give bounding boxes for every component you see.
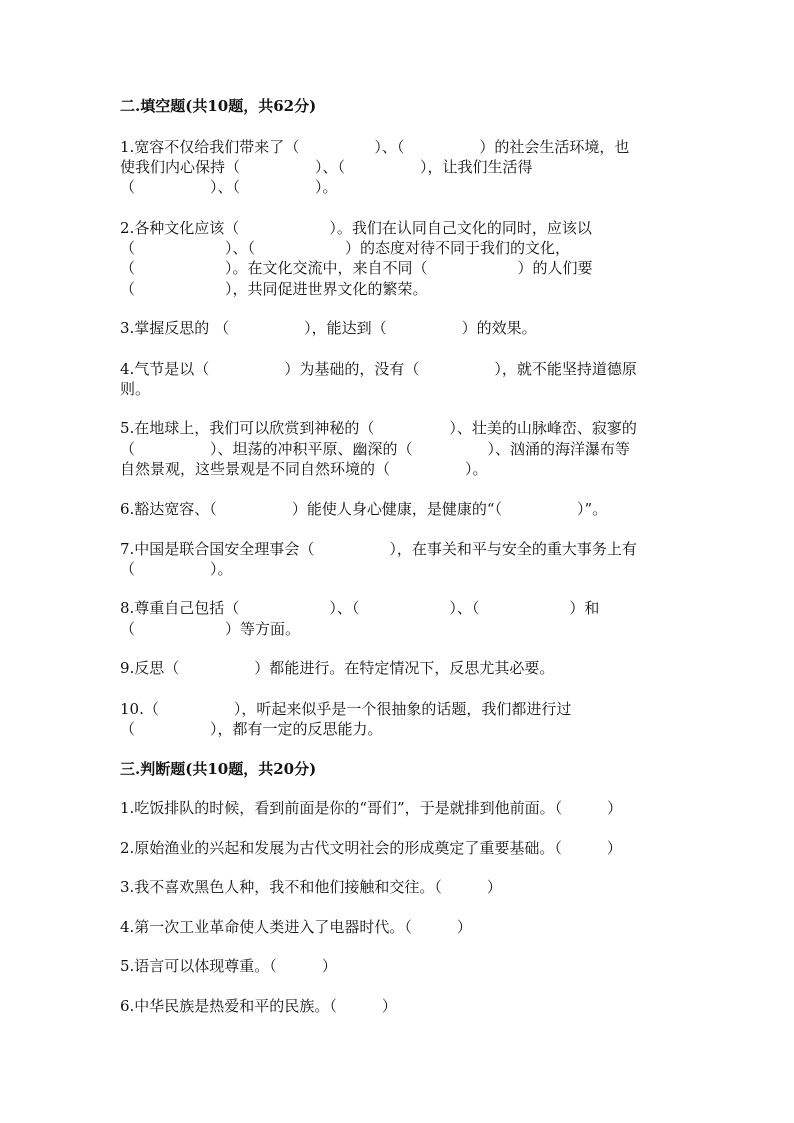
section-heading-true-false: 三.判断题(共10题，共20分) xyxy=(120,760,317,778)
section-heading-fill-in: 二.填空题(共10题，共62分) xyxy=(120,97,317,115)
judge-question-6: 6.中华民族是热爱和平的民族。（ ） xyxy=(120,997,397,1015)
question-5-line-3: 自然景观，这些景观是不同自然环境的（ ）。 xyxy=(120,460,488,478)
question-1-line-3: （ ）、（ ）。 xyxy=(120,178,338,196)
question-10-line-1: 10.（ ），听起来似乎是一个很抽象的话题，我们都进行过 xyxy=(120,700,572,718)
judge-question-2: 2.原始渔业的兴起和发展为古代文明社会的形成奠定了重要基础。（ ） xyxy=(120,839,622,857)
question-8-line-2: （ ）等方面。 xyxy=(120,620,301,638)
question-1-line-1: 1.宽容不仅给我们带来了（ ）、（ ）的社会生活环境，也 xyxy=(120,138,630,156)
question-8-line-1: 8.尊重自己包括（ ）、（ ）、（ ）和 xyxy=(120,599,600,617)
question-7-line-2: （ ）。 xyxy=(120,560,233,578)
question-4-line-1: 4.气节是以（ ）为基础的，没有（ ），就不能坚持道德原 xyxy=(120,360,637,378)
question-5-line-1: 5.在地球上，我们可以欣赏到神秘的（ ）、壮美的山脉峰峦、寂寥的 xyxy=(120,419,637,437)
judge-question-5: 5.语言可以体现尊重。（ ） xyxy=(120,957,337,975)
question-4-line-2: 则。 xyxy=(120,380,151,398)
question-5-line-2: （ ）、坦荡的冲积平原、幽深的（ ）、汹涌的海洋瀑布等 xyxy=(120,440,631,458)
judge-question-1: 1.吃饭排队的时候，看到前面是你的“哥们”，于是就排到他前面。（ ） xyxy=(120,799,623,817)
question-7-line-1: 7.中国是联合国安全理事会（ ），在事关和平与安全的重大事务上有 xyxy=(120,540,637,558)
question-10-line-2: （ ），都有一定的反思能力。 xyxy=(120,720,383,738)
judge-question-3: 3.我不喜欢黑色人种，我不和他们接触和交往。（ ） xyxy=(120,878,502,896)
question-2-line-1: 2.各种文化应该（ ）。我们在认同自己文化的同时，应该以 xyxy=(120,219,592,237)
question-2-line-4: （ ），共同促进世界文化的繁荣。 xyxy=(120,280,428,298)
judge-question-4: 4.第一次工业革命使人类进入了电器时代。（ ） xyxy=(120,918,472,936)
question-3-line-1: 3.掌握反思的 （ ），能达到（ ）的效果。 xyxy=(120,319,537,337)
question-9-line-1: 9.反思（ ）都能进行。在特定情况下，反思尤其必要。 xyxy=(120,659,555,677)
question-2-line-2: （ ）、（ ）的态度对待不同于我们的文化， xyxy=(120,239,571,257)
question-2-line-3: （ ）。在文化交流中，来自不同（ ）的人们要 xyxy=(120,259,593,277)
question-6-line-1: 6.豁达宽容、（ ）能使人身心健康，是健康的“（ ）”。 xyxy=(120,500,608,518)
question-1-line-2: 使我们内心保持（ ）、（ ），让我们生活得 xyxy=(120,158,533,176)
